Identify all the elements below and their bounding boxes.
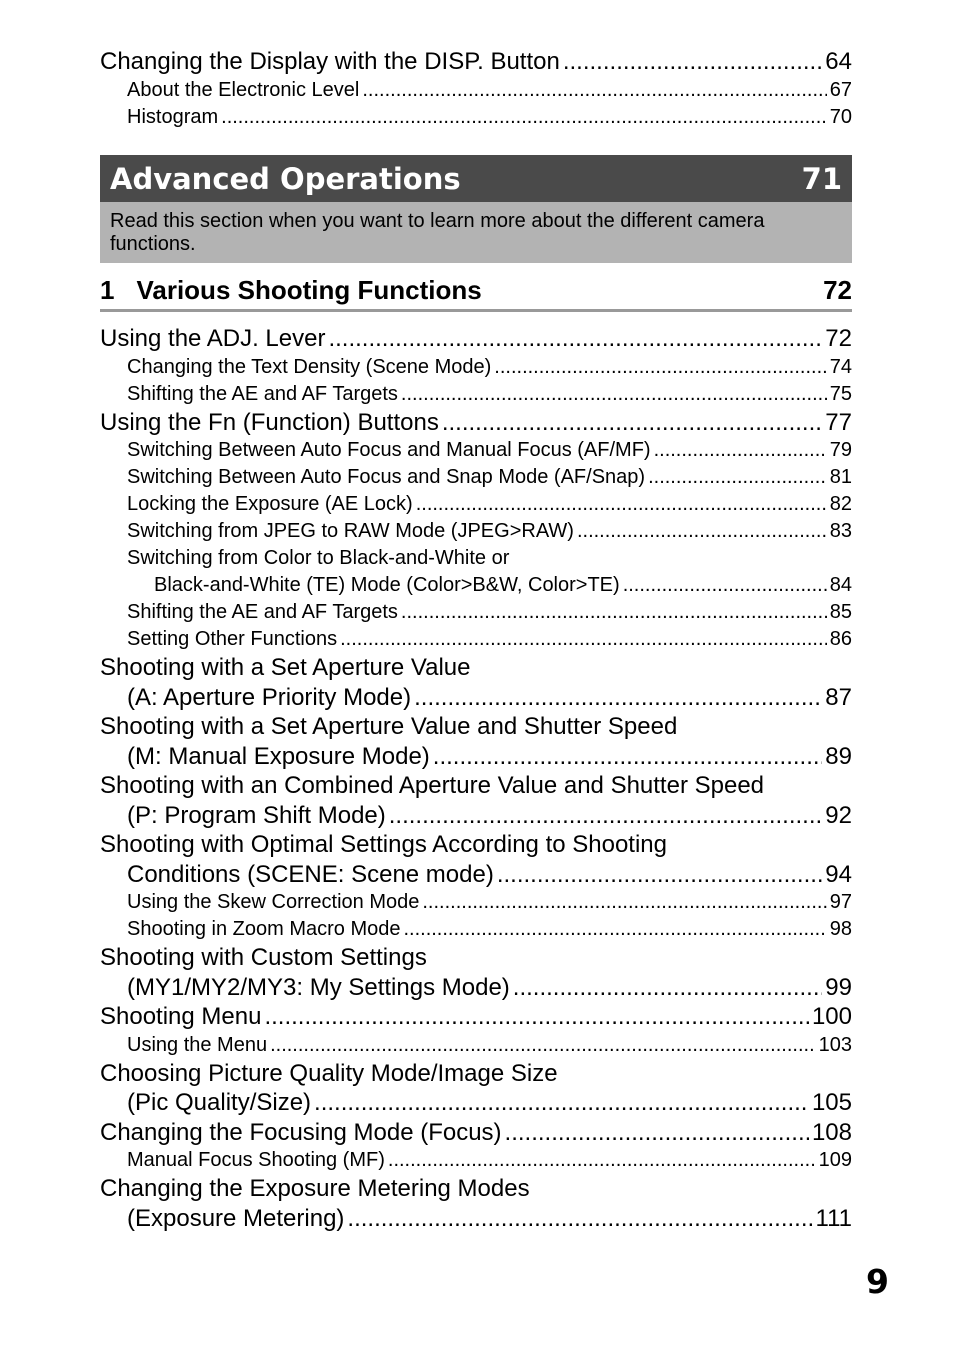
dot-leader — [494, 354, 826, 381]
toc-entry-title: Using the Skew Correction Mode — [127, 891, 420, 913]
toc-entry-page: 70 — [829, 105, 852, 128]
toc-entry[interactable] — [100, 599, 852, 626]
toc-entry-title: Locking the Exposure (AE Lock) — [127, 493, 413, 515]
toc-entry-page: 74 — [829, 355, 852, 378]
dot-leader — [497, 860, 822, 890]
toc-entry[interactable] — [100, 1088, 852, 1118]
toc-entry-page: 87 — [825, 683, 852, 711]
chapter-page: 72 — [823, 275, 852, 305]
toc-entry-page: 75 — [829, 382, 852, 405]
toc-entry-page: 64 — [825, 48, 852, 75]
toc-entry-title: (MY1/MY2/MY3: My Settings Mode) — [127, 973, 510, 1001]
toc-entry-page: 111 — [815, 1204, 852, 1232]
toc-entry-page: 82 — [829, 493, 852, 515]
toc-entry[interactable] — [100, 742, 852, 772]
toc-entry-page: 89 — [825, 742, 852, 770]
toc-entry-page: 81 — [829, 466, 852, 488]
dot-leader — [340, 626, 827, 653]
toc-entry[interactable] — [100, 860, 852, 890]
toc-entry-page: 67 — [829, 78, 852, 101]
dot-leader — [654, 437, 827, 464]
toc-entry-title: Switching Between Auto Focus and Manual Focus (AF/MF) — [127, 439, 651, 461]
toc-entry[interactable] — [100, 354, 852, 381]
toc-entry-title: (P: Program Shift Mode) — [127, 801, 386, 829]
dot-leader — [389, 801, 823, 831]
dot-leader — [270, 1032, 816, 1059]
toc-entry-title: Using the Menu — [127, 1033, 268, 1056]
toc-entries — [100, 324, 852, 1233]
toc-entry[interactable] — [100, 683, 852, 713]
toc-entry[interactable] — [100, 626, 852, 653]
toc-entry[interactable] — [100, 1204, 852, 1234]
toc-entry-lead: Shooting with a Set Aperture Value — [100, 654, 471, 681]
toc-entry-lead: Changing the Exposure Metering Modes — [100, 1175, 530, 1202]
toc-entry[interactable] — [100, 1147, 852, 1174]
dot-leader — [442, 408, 822, 438]
dot-leader — [577, 518, 827, 545]
toc-entry[interactable] — [100, 381, 852, 408]
toc-entry-title: (M: Manual Exposure Mode) — [127, 742, 430, 770]
section-header — [100, 155, 852, 202]
toc-entry-page: 92 — [825, 801, 852, 829]
dot-leader — [403, 916, 826, 943]
toc-entry[interactable] — [100, 572, 852, 599]
toc-entry[interactable] — [100, 518, 852, 545]
chapter-header — [100, 272, 852, 312]
dot-leader — [328, 324, 822, 354]
toc-entry-title: Setting Other Functions — [127, 628, 338, 650]
dot-leader — [416, 491, 827, 518]
toc-entry-title: (Pic Quality/Size) — [127, 1089, 312, 1116]
toc-entry-page: 83 — [829, 520, 852, 542]
chapter-title: Various Shooting Functions — [136, 275, 482, 305]
toc-entry-page: 84 — [829, 574, 852, 596]
section-title: Advanced Operations — [110, 161, 461, 196]
toc-entry-title: Conditions (SCENE: Scene mode) — [127, 860, 494, 888]
toc-entry[interactable] — [100, 973, 852, 1003]
toc-entry-title: Shifting the AE and AF Targets — [127, 382, 398, 405]
toc-entry-title: Using the ADJ. Lever — [100, 325, 326, 352]
toc-entry[interactable] — [100, 408, 852, 438]
toc-entry-lead: Switching from Color to Black-and-White or — [127, 547, 510, 569]
toc-entry-lead: Shooting with Custom Settings — [100, 944, 427, 971]
toc-entry-title: Switching Between Auto Focus and Snap Mode (AF/Snap) — [127, 466, 646, 488]
toc-entry-page: 108 — [811, 1118, 852, 1146]
toc-entry-page: 94 — [825, 860, 852, 888]
toc-entry-page: 98 — [829, 918, 852, 940]
toc-entry-title: Shooting Menu — [100, 1003, 262, 1030]
toc-entry[interactable] — [100, 437, 852, 464]
toc-entry-page: 103 — [818, 1033, 852, 1056]
dot-leader — [422, 889, 826, 916]
dot-leader — [401, 381, 827, 408]
dot-leader — [513, 973, 823, 1003]
toc-entry-lead: Shooting with Optimal Settings According to Shooting — [100, 831, 667, 858]
dot-leader — [648, 464, 827, 491]
toc-entry-page: 97 — [829, 891, 852, 913]
toc-entry-title: Changing the Text Density (Scene Mode) — [127, 355, 492, 378]
toc-entry[interactable] — [100, 491, 852, 518]
toc-entry-title: Shooting in Zoom Macro Mode — [127, 918, 401, 940]
page-number: 9 — [866, 1262, 889, 1301]
section-page: 71 — [801, 161, 842, 196]
toc-entry[interactable] — [100, 324, 852, 354]
dot-leader — [314, 1088, 809, 1118]
chapter-heading — [100, 275, 482, 306]
dot-leader — [414, 683, 822, 713]
dot-leader — [433, 742, 823, 772]
toc-entry[interactable] — [100, 464, 852, 491]
toc-entry-lead: Shooting with a Set Aperture Value and Shutter Speed — [100, 713, 678, 740]
toc-entry-page: 77 — [825, 408, 852, 436]
toc-entry[interactable] — [100, 104, 852, 131]
toc-entry-page: 99 — [825, 973, 852, 1001]
toc-entry[interactable] — [100, 1002, 852, 1032]
toc-entry-title: Black-and-White (TE) Mode (Color>B&W, Color>TE) — [154, 574, 620, 596]
toc-entry-title: About the Electronic Level — [127, 78, 360, 101]
dot-leader — [347, 1204, 812, 1234]
toc-entry[interactable] — [100, 1118, 852, 1148]
dot-leader — [623, 572, 827, 599]
toc-entry-title: Manual Focus Shooting (MF) — [127, 1149, 385, 1171]
toc-top-entries — [100, 47, 852, 131]
toc-entry-title: Shifting the AE and AF Targets — [127, 601, 398, 623]
toc-entry-title: (A: Aperture Priority Mode) — [127, 683, 412, 711]
section-description: Read this section when you want to learn more about the different camera functions. — [100, 202, 852, 263]
dot-leader — [401, 599, 827, 626]
dot-leader — [221, 104, 827, 131]
toc-entry-page: 79 — [829, 439, 852, 461]
toc-entry-page: 72 — [825, 325, 852, 352]
toc-entry-title: Histogram — [127, 105, 219, 128]
toc-entry[interactable] — [100, 1032, 852, 1059]
toc-entry-lead: Shooting with an Combined Aperture Value and Shutter Speed — [100, 772, 765, 799]
chapter-number: 1 — [100, 275, 115, 305]
dot-leader — [264, 1002, 809, 1032]
toc-entry-page: 85 — [829, 601, 852, 623]
toc-entry-title: Using the Fn (Function) Buttons — [100, 408, 439, 436]
toc-entry-title: Switching from JPEG to RAW Mode (JPEG>RAW) — [127, 520, 574, 542]
toc-entry[interactable] — [100, 801, 852, 831]
toc-entry[interactable] — [100, 889, 852, 916]
dot-leader — [563, 47, 822, 77]
toc-entry-page: 86 — [829, 628, 852, 650]
toc-entry-title: Changing the Focusing Mode (Focus) — [100, 1118, 502, 1146]
dot-leader — [388, 1147, 816, 1174]
toc-entry[interactable] — [100, 916, 852, 943]
toc-entry-lead: Choosing Picture Quality Mode/Image Size — [100, 1059, 558, 1087]
toc-entry[interactable] — [100, 47, 852, 77]
dot-leader — [505, 1118, 809, 1148]
toc-entry[interactable] — [100, 77, 852, 104]
toc-entry-title: Changing the Display with the DISP. Button — [100, 48, 560, 75]
dot-leader — [362, 77, 826, 104]
toc-entry-page: 109 — [818, 1149, 852, 1171]
toc-entry-page: 100 — [811, 1003, 852, 1030]
toc-entry-title: (Exposure Metering) — [127, 1204, 345, 1232]
toc-entry-page: 105 — [811, 1089, 852, 1116]
